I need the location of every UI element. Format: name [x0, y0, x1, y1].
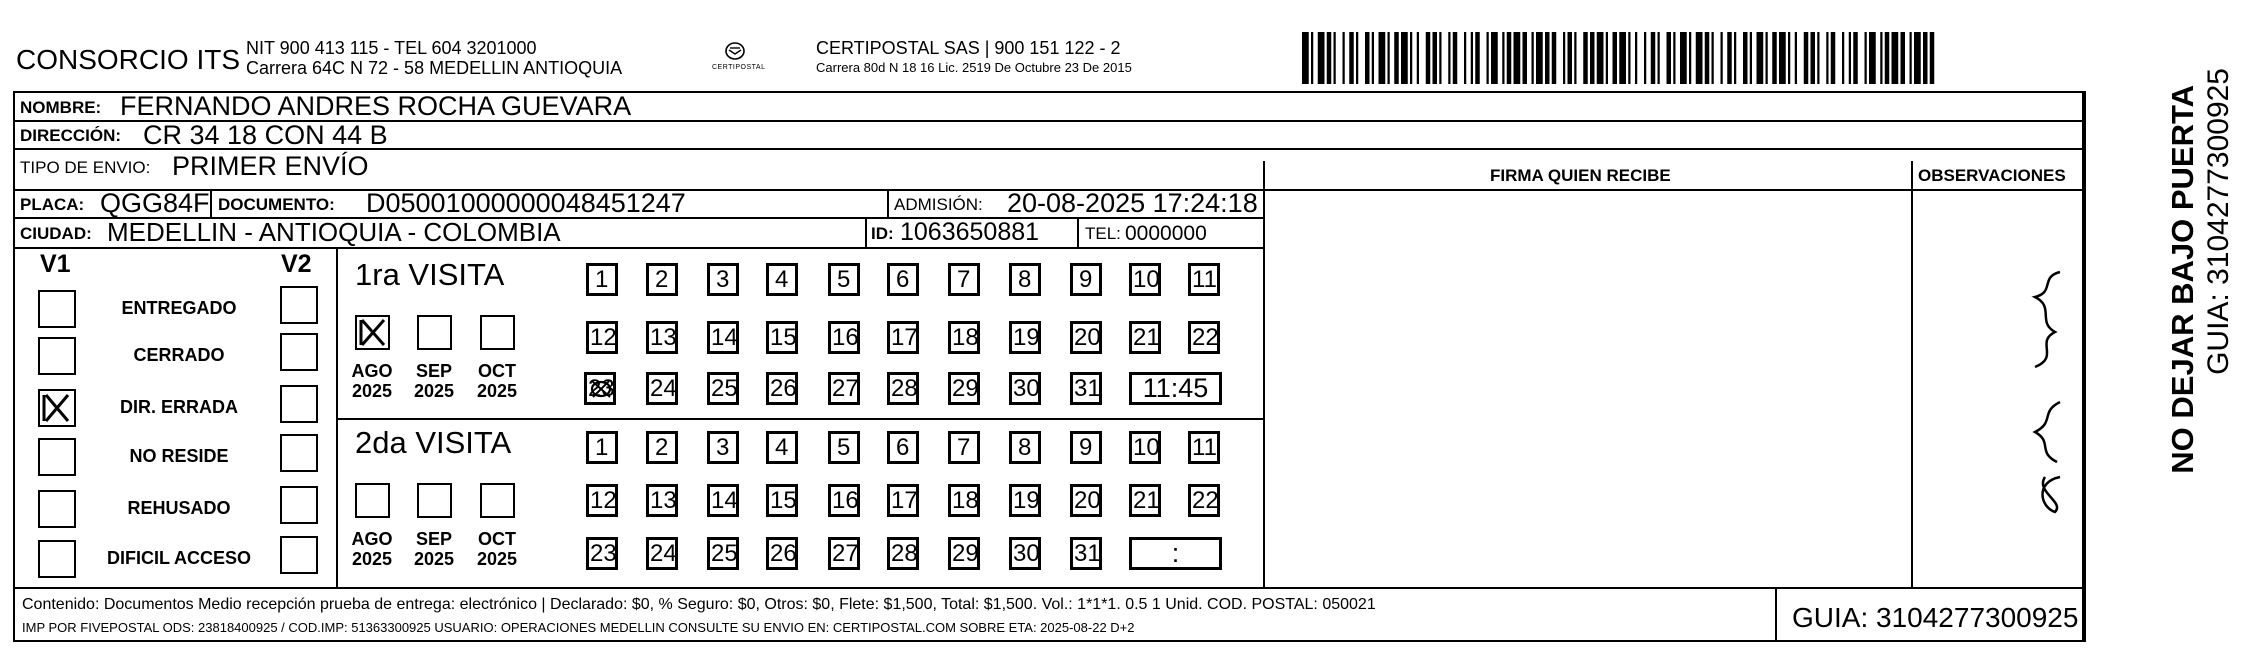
no-dejar-bajo-puerta: NO DEJAR BAJO PUERTA: [2165, 85, 2200, 474]
second-day-number: 6: [896, 434, 910, 461]
observation-scribble: [2015, 262, 2075, 522]
second-day-box[interactable]: [707, 484, 739, 517]
status-label: DIFICIL ACCESO: [106, 548, 251, 568]
status-label: NO RESIDE: [129, 446, 229, 466]
second-month-checkbox[interactable]: [417, 483, 452, 518]
first-month-name: OCT: [478, 361, 516, 381]
first-month-checkbox[interactable]: [480, 315, 515, 350]
second-day-number: 18: [952, 487, 979, 514]
admision-label: ADMISIÓN:: [894, 195, 983, 214]
second-day-number: 19: [1013, 487, 1040, 514]
documento-label: DOCUMENTO:: [218, 195, 335, 214]
first-day-number: 5: [837, 266, 851, 293]
first-day-box[interactable]: [766, 372, 798, 405]
first-day-box[interactable]: [1129, 263, 1161, 296]
footer-imp: IMP POR FIVEPOSTAL ODS: 23818400925 / COD.IMP: 51363300925 USUARIO: OPERACIONES MEDELLIN CONSULTE SU ENVIO EN: CERTIPOSTAL.COM SOBRE ETA: 2025-08-22 D+2: [22, 620, 1135, 635]
company-name: CONSORCIO ITS: [16, 44, 241, 75]
first-day-box[interactable]: [646, 263, 678, 296]
barcode: [1300, 32, 1938, 84]
second-day-box[interactable]: [887, 484, 919, 517]
second-day-number: 20: [1074, 487, 1101, 514]
second-day-box[interactable]: [707, 537, 739, 570]
first-day-box[interactable]: [1188, 321, 1220, 354]
second-day-box[interactable]: [1070, 431, 1102, 464]
first-day-number: 4: [775, 266, 789, 293]
first-day-number: 17: [891, 324, 918, 351]
second-month-name: SEP: [415, 529, 453, 549]
second-day-box[interactable]: [646, 537, 678, 570]
second-day-box[interactable]: [707, 431, 739, 464]
second-day-number: 10: [1133, 434, 1160, 461]
v1-checkbox[interactable]: [38, 438, 76, 476]
ciudad-label: CIUDAD:: [20, 224, 92, 243]
admision-value: 20-08-2025 17:24:18: [1007, 188, 1258, 218]
second-day-box[interactable]: [1129, 431, 1161, 464]
second-day-box[interactable]: [887, 431, 919, 464]
status-label: CERRADO: [133, 345, 225, 365]
tipo-envio-value: PRIMER ENVÍO: [172, 151, 369, 181]
first-day-box[interactable]: [1009, 321, 1041, 354]
company-nit: NIT 900 413 115 - TEL 604 3201000: [246, 38, 537, 58]
second-day-box[interactable]: [828, 431, 860, 464]
second-day-number: 3: [716, 434, 730, 461]
v2-checkbox[interactable]: [280, 486, 318, 524]
v1-label: V1: [40, 250, 71, 278]
first-day-number: 1: [595, 266, 609, 293]
v1-checkbox[interactable]: [38, 337, 76, 375]
second-time-value: :: [1171, 538, 1180, 568]
second-day-box[interactable]: [948, 484, 980, 517]
first-day-number: 9: [1079, 266, 1093, 293]
tipo-envio-label: TIPO DE ENVIO:: [20, 158, 151, 177]
first-day-box[interactable]: [707, 263, 739, 296]
first-day-number: 15: [770, 324, 797, 351]
v1-checkbox[interactable]: [38, 389, 76, 427]
v2-checkbox[interactable]: [280, 536, 318, 574]
first-day-number: 19: [1013, 324, 1040, 351]
first-month-name: SEP: [415, 361, 453, 381]
side-text: [2094, 68, 2235, 566]
observaciones-header: OBSERVACIONES: [1918, 166, 2066, 185]
first-time-box[interactable]: [1129, 372, 1222, 405]
first-day-box[interactable]: [586, 263, 618, 296]
direccion-value: CR 34 18 CON 44 B: [143, 120, 388, 150]
first-day-box[interactable]: [948, 372, 980, 405]
direccion-label: DIRECCIÓN:: [20, 126, 122, 145]
certipostal-address: Carrera 80d N 18 16 Lic. 2519 De Octubre 23 De 2015: [816, 60, 1132, 75]
v2-checkbox[interactable]: [280, 286, 318, 324]
second-day-number: 30: [1013, 540, 1040, 567]
second-day-number: 21: [1133, 487, 1160, 514]
first-day-number: 18: [952, 324, 979, 351]
second-day-number: 4: [775, 434, 789, 461]
first-month-year: 2025: [351, 381, 393, 401]
first-day-number: 30: [1013, 375, 1040, 402]
first-day-number: 28: [891, 375, 918, 402]
second-day-box[interactable]: [1009, 537, 1041, 570]
second-day-box[interactable]: [948, 431, 980, 464]
first-day-box[interactable]: [584, 372, 616, 405]
first-visit-title: 1ra VISITA: [355, 257, 505, 292]
first-day-box[interactable]: [948, 263, 980, 296]
second-day-number: 26: [770, 540, 797, 567]
nombre-value: FERNANDO ANDRES ROCHA GUEVARA: [120, 91, 632, 121]
second-day-number: 5: [837, 434, 851, 461]
second-day-box[interactable]: [766, 431, 798, 464]
tel-value: 0000000: [1125, 222, 1207, 245]
first-day-box[interactable]: [887, 321, 919, 354]
first-day-number: 7: [957, 266, 971, 293]
placa-value: QGG84F: [100, 188, 210, 218]
second-day-number: 23: [590, 540, 617, 567]
second-day-number: 22: [1192, 487, 1219, 514]
placa-label: PLACA:: [20, 195, 85, 214]
first-day-box[interactable]: [707, 321, 739, 354]
second-day-box[interactable]: [646, 431, 678, 464]
second-month-name: OCT: [478, 529, 516, 549]
first-day-box[interactable]: [948, 321, 980, 354]
footer-guia: GUIA: 3104277300925: [1792, 602, 2079, 633]
first-day-box[interactable]: [646, 321, 678, 354]
second-day-box[interactable]: [828, 537, 860, 570]
documento-value: D05001000000048451247: [366, 188, 686, 218]
second-month-checkbox[interactable]: [355, 483, 390, 518]
v2-checkbox[interactable]: [280, 333, 318, 371]
second-time-box[interactable]: [1129, 537, 1222, 570]
v2-label: V2: [281, 250, 312, 278]
first-day-box[interactable]: [828, 263, 860, 296]
second-day-number: 15: [770, 487, 797, 514]
first-day-number: 13: [650, 324, 677, 351]
first-day-box[interactable]: [1070, 321, 1102, 354]
nombre-label: NOMBRE:: [20, 98, 102, 117]
second-day-number: 29: [952, 540, 979, 567]
second-day-box[interactable]: [646, 484, 678, 517]
second-day-number: 8: [1018, 434, 1032, 461]
first-day-number: 3: [716, 266, 730, 293]
second-day-box[interactable]: [887, 537, 919, 570]
first-day-number: 27: [832, 375, 859, 402]
second-month-year: 2025: [476, 549, 518, 569]
first-day-box[interactable]: [707, 372, 739, 405]
second-day-number: 7: [957, 434, 971, 461]
second-month-checkbox[interactable]: [480, 483, 515, 518]
second-day-box[interactable]: [1188, 484, 1220, 517]
logo-caption: CERTIPOSTAL: [712, 64, 766, 71]
first-day-number: 24: [650, 375, 677, 402]
second-day-box[interactable]: [1070, 537, 1102, 570]
first-day-number: 26: [770, 375, 797, 402]
ciudad-value: MEDELLIN - ANTIOQUIA - COLOMBIA: [107, 217, 561, 247]
second-day-number: 28: [891, 540, 918, 567]
second-day-number: 17: [891, 487, 918, 514]
first-day-box[interactable]: [1009, 263, 1041, 296]
first-day-box[interactable]: [1070, 372, 1102, 405]
second-month-year: 2025: [413, 549, 455, 569]
company-address: Carrera 64C N 72 - 58 MEDELLIN ANTIOQUIA: [246, 58, 623, 78]
first-day-number: 2: [655, 266, 669, 293]
first-day-box[interactable]: [887, 263, 919, 296]
second-day-number: 27: [832, 540, 859, 567]
id-value: 1063650881: [900, 218, 1040, 246]
second-day-box[interactable]: [586, 537, 618, 570]
first-day-box[interactable]: [1188, 263, 1220, 296]
first-day-number: 23: [588, 375, 615, 402]
first-month-year: 2025: [413, 381, 455, 401]
certipostal-info: CERTIPOSTAL SAS | 900 151 122 - 2: [816, 38, 1121, 58]
second-day-box[interactable]: [766, 537, 798, 570]
first-day-number: 11: [1192, 266, 1217, 293]
first-day-number: 12: [590, 324, 617, 351]
firma-header: FIRMA QUIEN RECIBE: [1490, 166, 1671, 185]
second-day-number: 16: [832, 487, 859, 514]
tel-label: TEL:: [1085, 224, 1121, 243]
first-day-number: 31: [1074, 375, 1101, 402]
second-day-number: 14: [711, 487, 738, 514]
status-label: ENTREGADO: [121, 298, 237, 318]
first-day-box[interactable]: [766, 321, 798, 354]
second-month-year: 2025: [351, 549, 393, 569]
first-day-number: 14: [711, 324, 738, 351]
v1-checkbox[interactable]: [38, 540, 76, 578]
v1-checkbox[interactable]: [38, 290, 76, 328]
status-label: DIR. ERRADA: [119, 397, 238, 417]
first-day-box[interactable]: [1129, 321, 1161, 354]
second-day-number: 9: [1079, 434, 1093, 461]
second-day-number: 31: [1074, 540, 1101, 567]
second-day-number: 25: [711, 540, 738, 567]
first-day-number: 21: [1133, 324, 1160, 351]
second-day-box[interactable]: [1070, 484, 1102, 517]
second-visit-title: 2da VISITA: [355, 425, 512, 460]
second-day-box[interactable]: [1009, 431, 1041, 464]
first-day-number: 8: [1018, 266, 1032, 293]
first-day-number: 20: [1074, 324, 1101, 351]
first-day-box[interactable]: [887, 372, 919, 405]
second-day-number: 12: [590, 487, 617, 514]
first-day-number: 6: [896, 266, 910, 293]
first-day-number: 10: [1133, 266, 1160, 293]
second-day-box[interactable]: [1188, 431, 1220, 464]
first-day-number: 25: [711, 375, 738, 402]
first-day-number: 29: [952, 375, 979, 402]
first-month-year: 2025: [476, 381, 518, 401]
second-day-box[interactable]: [1129, 484, 1161, 517]
second-day-number: 24: [650, 540, 677, 567]
status-label: REHUSADO: [127, 498, 231, 518]
id-label: ID:: [871, 224, 894, 243]
first-day-box[interactable]: [646, 372, 678, 405]
footer-contenido: Contenido: Documentos Medio recepción prueba de entrega: electrónico | Declarado: $0, % Seguro: $0, Otros: $0, Flete: $1,500, Total: $1,500. Vol.: 1*1*1. 0.5 1 Unid. COD. POSTAL: 050021: [22, 596, 1376, 613]
v2-checkbox[interactable]: [280, 385, 318, 423]
first-day-box[interactable]: [1070, 263, 1102, 296]
second-day-number: 2: [655, 434, 669, 461]
second-day-number: 1: [595, 434, 609, 461]
second-day-box[interactable]: [1009, 484, 1041, 517]
second-month-name: AGO: [351, 529, 393, 549]
first-day-box[interactable]: [1009, 372, 1041, 405]
first-day-box[interactable]: [766, 263, 798, 296]
first-time-value: 11:45: [1142, 373, 1209, 403]
second-day-box[interactable]: [766, 484, 798, 517]
second-day-box[interactable]: [586, 431, 618, 464]
first-day-box[interactable]: [586, 321, 618, 354]
first-day-number: 16: [832, 324, 859, 351]
first-day-box[interactable]: [828, 372, 860, 405]
first-month-checkbox[interactable]: [355, 315, 390, 350]
first-month-name: AGO: [351, 361, 393, 381]
side-guia: GUIA: 3104277300925: [2202, 68, 2235, 375]
first-day-box[interactable]: [828, 321, 860, 354]
second-day-box[interactable]: [586, 484, 618, 517]
second-day-box[interactable]: [828, 484, 860, 517]
v1-checkbox[interactable]: [38, 490, 76, 528]
v2-checkbox[interactable]: [280, 434, 318, 472]
second-day-number: 11: [1192, 434, 1217, 461]
second-day-number: 13: [650, 487, 677, 514]
first-month-checkbox[interactable]: [417, 315, 452, 350]
first-day-number: 22: [1192, 324, 1219, 351]
second-day-box[interactable]: [948, 537, 980, 570]
